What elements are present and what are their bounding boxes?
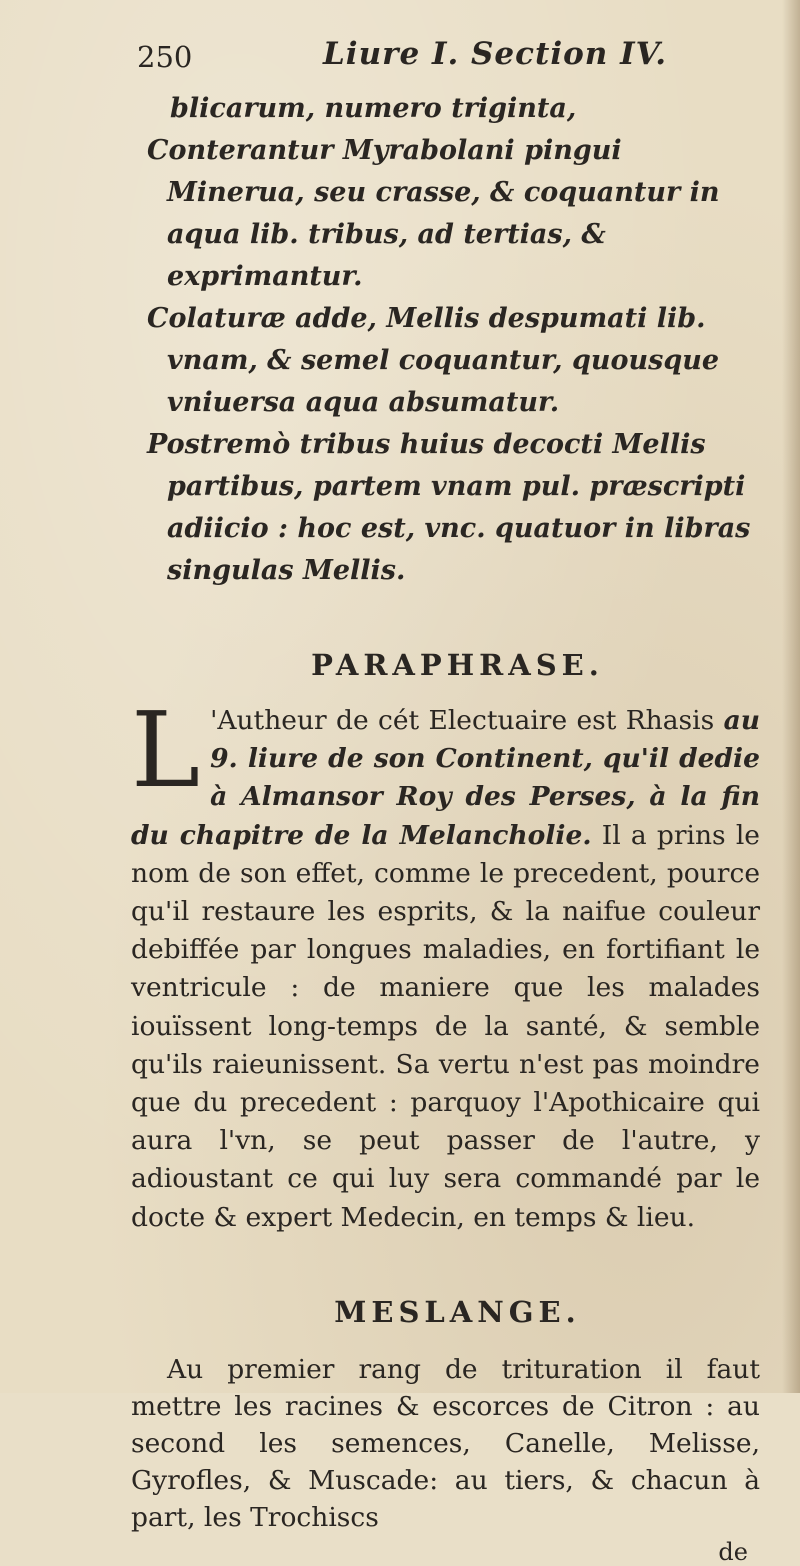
running-head: Liure I. Section IV. (323, 36, 668, 72)
meslange-paragraph: Au premier rang de trituration il faut mettre les racines & escorces de Citron : au second les semences, Canelle, Melisse, Gyrofles, & Muscade: au tiers, & chacun à part, les Trochiscs (131, 1353, 760, 1533)
recipe-line: Colaturæ adde, Mellis despumati lib. vnam, & semel coquantur, quousque vniuersa aqua absumatur. (147, 303, 720, 418)
paraphrase-intro: 'Autheur de cét Electuaire est Rhasis (210, 705, 715, 736)
paraphrase-citation: au 9. liure de son Continent, qu'il dedie à Almansor Roy des Perses, à la fin du chapitre de la Melancholie. (131, 705, 760, 851)
paraphrase-paragraph (115, 689, 760, 1237)
paraphrase-body: Il a prins le nom de son effet, comme le precedent, pource qu'il restaure les esprits, & la naifue couleur debiffée par longues maladies, en fortifiant le ventricule : de maniere que les malades iouïssent long-temps de la santé, & semble qu'ils raieunissent. Sa vertu n'est pas moindre que du precedent : parquoy l'Apothicaire qui aura l'vn, se peut passer de l'autre, y adioustant ce qui luy sera commandé par le docte & expert Medecin, en temps & lieu. (131, 819, 760, 1233)
recipe-text (115, 88, 760, 592)
recipe-line: blicarum, numero triginta, (170, 93, 577, 124)
meslange-heading: MESLANGE. (334, 1294, 581, 1329)
paraphrase-heading: PARAPHRASE. (311, 648, 604, 682)
drop-cap: L (131, 689, 201, 811)
recipe-line: Conterantur Myrabolani pingui Minerua, seu crasse, & coquantur in aqua lib. tribus, ad tertias, & exprimantur. (147, 135, 720, 292)
page-header (115, 30, 760, 88)
page-gutter-shadow (782, 0, 800, 1393)
recipe-line: Postremò tribus huius decocti Mellis partibus, partem vnam pul. præscripti adiicio : hoc est, vnc. quatuor in libras singulas Mellis. (147, 429, 751, 586)
catchword: de (718, 1537, 748, 1566)
page-number: 250 (137, 40, 193, 74)
